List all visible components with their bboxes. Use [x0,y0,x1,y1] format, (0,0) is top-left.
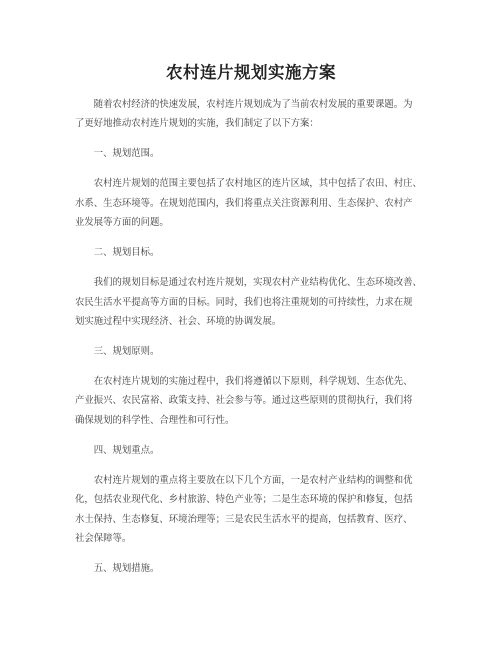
paragraph-line: 农村连片规划的范围主要包括了农村地区的连片区域，其中包括了农田、村庄、 [93,178,422,190]
paragraph-line: 化，包括农业现代化、乡村旅游、特色产业等；二是生态环境的保护和修复，包括 [75,494,413,506]
section-heading-focus: 四、规划重点。 [93,444,160,456]
paragraph-line: 我们的规划目标是通过农村连片规划，实现农村产业结构优化、生态环境改善、 [93,277,422,289]
section-paragraph-principles [75,372,431,430]
document-body [75,95,431,589]
paragraph-line: 确保规划的科学性、合理性和可行性。 [75,414,235,426]
section-heading-principles: 三、规划原则。 [93,346,160,358]
paragraph-line: 了更好地推动农村连片规划的实施，我们制定了以下方案： [75,118,319,130]
paragraph-line: 农村连片规划的重点将主要放在以下几个方面，一是农村产业结构的调整和优 [93,474,413,486]
section-heading-goals: 二、规划目标。 [93,247,160,259]
intro-paragraph [75,95,431,134]
paragraph-line: 水系、生态环境等。在规划范围内，我们将重点关注资源利用、生态保护、农村产 [75,197,413,209]
section-paragraph-scope [75,174,431,232]
document-title: 农村连片规划实施方案 [166,63,336,82]
paragraph-line: 业发展等方面的问题。 [75,217,169,229]
paragraph-line: 水土保持、生态修复、环境治理等；三是农民生活水平的提高，包括教育、医疗、 [75,513,413,525]
paragraph-line: 农民生活水平提高等方面的目标。同时，我们也将注重规划的可持续性，力求在规 [75,296,413,308]
paragraph-line: 社会保障等。 [75,533,132,545]
section-paragraph-goals [75,273,431,331]
section-heading-scope: 一、规划范围。 [93,148,160,160]
paragraph-line: 随着农村经济的快速发展，农村连片规划成为了当前农村发展的重要课题。为 [93,99,413,110]
paragraph-line: 在农村连片规划的实施过程中，我们将遵循以下原则，科学规划、生态优先、 [93,376,413,388]
paragraph-line: 划实施过程中实现经济、社会、环境的协调发展。 [75,316,282,328]
paragraph-line: 产业振兴、农民富裕、政策支持、社会参与等。通过这些原则的贯彻执行，我们将 [75,395,413,407]
section-heading-measures: 五、规划措施。 [93,563,160,575]
section-paragraph-focus [75,471,431,549]
